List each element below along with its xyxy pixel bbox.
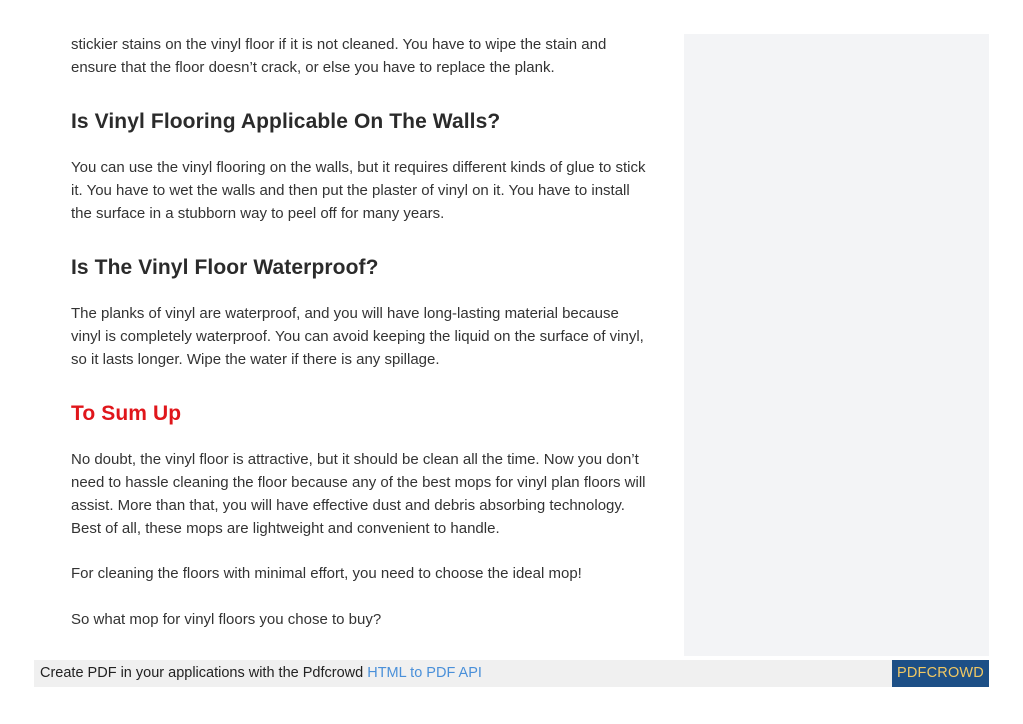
article-content bbox=[71, 33, 651, 631]
footer-text bbox=[40, 665, 482, 682]
footer-label: Create PDF in your applications with the Pdfcrowd bbox=[40, 665, 368, 681]
pdfcrowd-brand-button[interactable]: PDFCROWD bbox=[892, 660, 989, 687]
paragraph-waterproof: The planks of vinyl are waterproof, and you will have long-lasting material because vinyl is completely waterproof. You can avoid keeping the liquid on the surface of vinyl, so it lasts longer. Wipe the water if there is any spillage. bbox=[71, 305, 644, 368]
pdfcrowd-footer bbox=[34, 660, 989, 687]
intro-paragraph-tail: stickier stains on the vinyl floor if it is not cleaned. You have to wipe the stain and ensure that the floor doesn’t crack, or else you have to replace the plank. bbox=[71, 36, 607, 76]
heading-walls: Is Vinyl Flooring Applicable On The Walls? bbox=[71, 110, 501, 133]
heading-waterproof: Is The Vinyl Floor Waterproof? bbox=[71, 256, 379, 279]
paragraph-sum-up-3: So what mop for vinyl floors you chose to buy? bbox=[71, 611, 382, 628]
heading-sum-up: To Sum Up bbox=[71, 402, 182, 425]
paragraph-sum-up-1: No doubt, the vinyl floor is attractive, but it should be clean all the time. Now you don’t need to hassle cleaning the floor because any of the best mops for vinyl plan floors will assist. More than that, you will have effective dust and debris absorbing technology. Best of all, these mops are lightweight and convenient to handle. bbox=[71, 451, 646, 537]
html-to-pdf-api-link[interactable]: HTML to PDF API bbox=[367, 665, 482, 681]
paragraph-walls: You can use the vinyl flooring on the walls, but it requires different kinds of glue to stick it. You have to wet the walls and then put the plaster of vinyl on it. You have to install the surface in a stubborn way to peel off for many years. bbox=[71, 159, 646, 222]
paragraph-sum-up-2: For cleaning the floors with minimal effort, you need to choose the ideal mop! bbox=[71, 565, 582, 582]
sidebar-placeholder bbox=[684, 34, 989, 656]
